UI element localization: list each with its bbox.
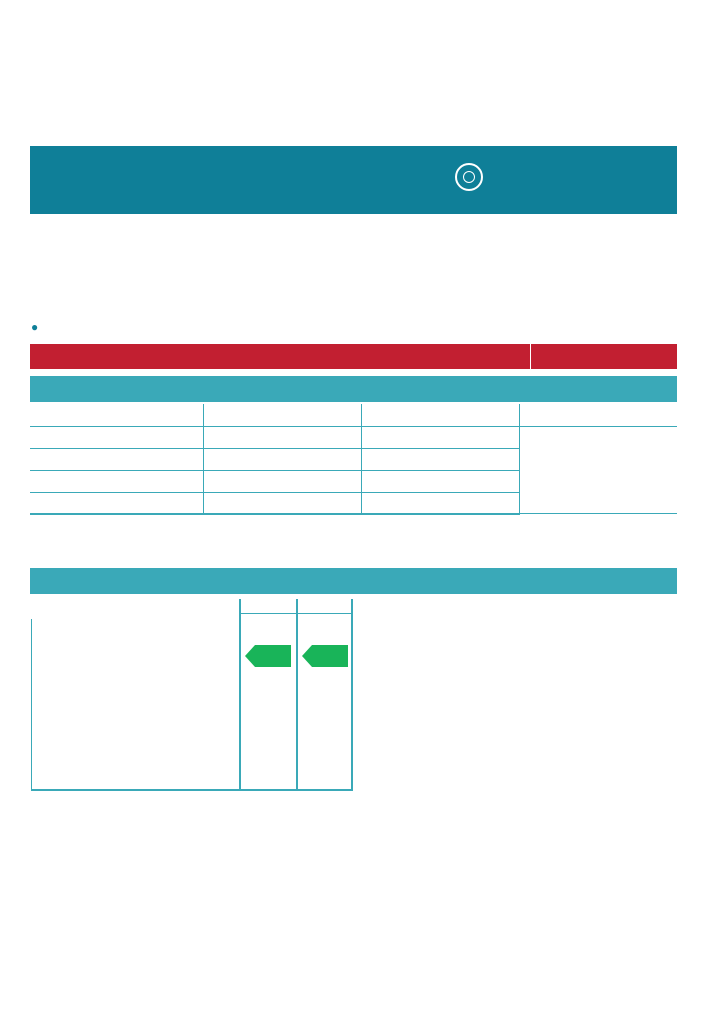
costs-table: [30, 404, 677, 515]
row-current-heating: [203, 448, 361, 470]
totals-potential: [361, 492, 519, 514]
royal-crest-icon: [455, 163, 483, 191]
current-arrow-shape: [245, 645, 291, 667]
table-header-savings: [519, 404, 677, 426]
row-current-lighting: [203, 426, 361, 448]
efficiency-rating-graph: [31, 599, 353, 791]
graph-col-divider: [296, 599, 298, 791]
table-header-row: [30, 404, 677, 426]
totals-label: [30, 492, 203, 514]
rating-section-header: [30, 568, 677, 594]
row-potential-lighting: [361, 426, 519, 448]
row-name-heating: [30, 448, 203, 470]
potential-rating-arrow: [302, 645, 348, 672]
potential-arrow-shape: [302, 645, 348, 667]
graph-col-divider: [239, 599, 241, 791]
table-header-current: [203, 404, 361, 426]
row-potential-hot-water: [361, 470, 519, 492]
totals-current: [203, 492, 361, 514]
header-banner: [30, 146, 677, 214]
table-header-potential: [361, 404, 519, 426]
savings-not-applicable: [519, 426, 677, 514]
row-current-hot-water: [203, 470, 361, 492]
current-rating-arrow: [245, 645, 291, 672]
costs-section-header: [30, 376, 677, 402]
graph-bottom-border: [31, 789, 353, 791]
divider: [530, 344, 531, 369]
rating-description: [373, 601, 683, 613]
row-potential-heating: [361, 448, 519, 470]
row-name-hot-water: [30, 470, 203, 492]
table-bottom-rule: [30, 513, 677, 514]
row-name-lighting: [30, 426, 203, 448]
graph-left-border: [31, 619, 32, 790]
estimated-costs-3yr-bar: [30, 344, 677, 369]
graph-col-divider: [351, 599, 353, 791]
graph-header-rule: [239, 613, 353, 614]
table-row: [30, 426, 677, 448]
bullet-icon: ●: [31, 320, 39, 334]
table-header-cell: [30, 404, 203, 426]
